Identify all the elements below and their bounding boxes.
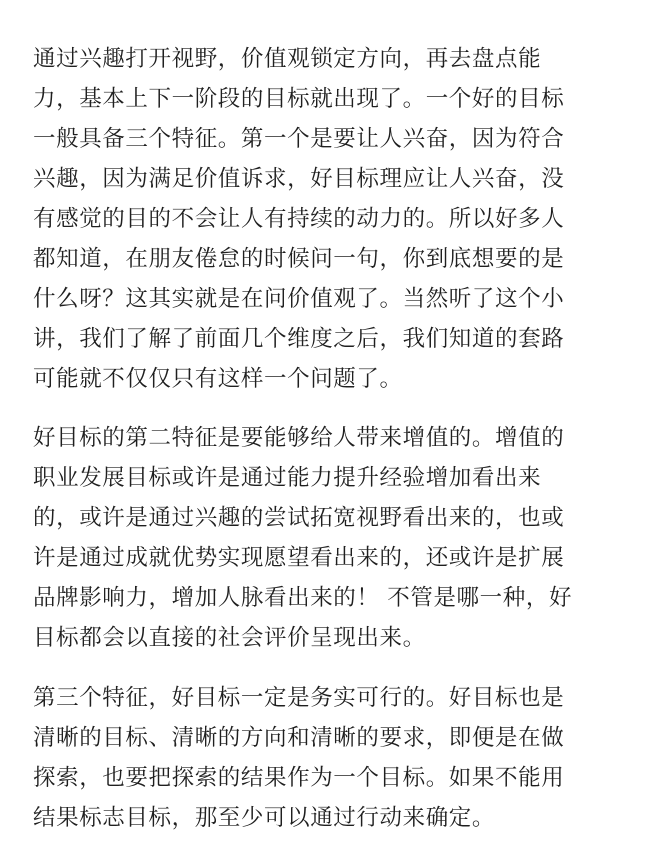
text-line: 的，或许是通过兴趣的尝试拓宽视野看出来的，也或 [33, 505, 565, 531]
text-line: 第三个特征，好目标一定是务实可行的。好目标也是 [33, 685, 565, 711]
text-line: 一般具备三个特征。第一个是要让人兴奋，因为符合 [33, 126, 565, 152]
text-line: 力，基本上下一阶段的目标就出现了。一个好的目标 [33, 86, 565, 112]
text-line: 兴趣，因为满足价值诉求，好目标理应让人兴奋，没 [33, 166, 565, 192]
text-line: 结果标志目标，那至少可以通过行动来确定。 [33, 805, 496, 831]
text-line: 许是通过成就优势实现愿望看出来的，还或许是扩展 [33, 545, 565, 571]
paragraph-2 [33, 418, 572, 658]
text-line: 清晰的目标、清晰的方向和清晰的要求，即便是在做 [33, 725, 565, 751]
text-line: 都知道，在朋友倦怠的时候问一句，你到底想要的是 [33, 246, 565, 272]
text-line: 讲，我们了解了前面几个维度之后，我们知道的套路 [33, 326, 565, 352]
text-line: 什么呀？这其实就是在问价值观了。当然听了这个小 [33, 286, 565, 312]
paragraph-3 [33, 678, 564, 838]
text-line: 可能就不仅仅只有这样一个问题了。 [33, 366, 403, 392]
text-line: 职业发展目标或许是通过能力提升经验增加看出来 [33, 465, 542, 491]
text-line: 好目标的第二特征是要能够给人带来增值的。增值的 [33, 425, 565, 451]
text-line: 目标都会以直接的社会评价呈现出来。 [33, 625, 426, 651]
text-line: 品牌影响力，增加人脉看出来的！ 不管是哪一种，好 [33, 585, 573, 611]
paragraph-1 [33, 39, 564, 399]
text-line: 探索，也要把探索的结果作为一个目标。如果不能用 [33, 765, 565, 791]
text-line: 通过兴趣打开视野，价值观锁定方向，再去盘点能 [33, 46, 542, 72]
text-line: 有感觉的目的不会让人有持续的动力的。所以好多人 [33, 206, 565, 232]
